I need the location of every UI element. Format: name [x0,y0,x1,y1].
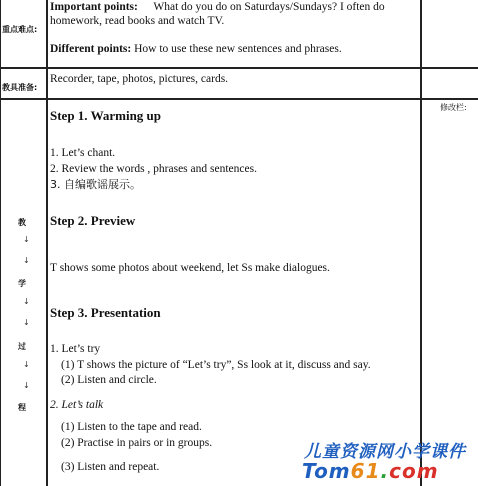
watermark-part-2: 61 [350,459,381,483]
row-divider-2 [0,98,478,100]
return-mark: ↓ [23,318,30,327]
step2-title: Step 2. Preview [50,213,136,228]
process-label-char-1: 教 [18,218,26,227]
important-points-label: Important points: [50,1,138,13]
step3-item-2-sub-2: (2) Practise in pairs or in groups. [61,437,213,449]
watermark-part-1: Tom [302,459,351,483]
process-label-char-3: 过 [18,342,26,351]
table-divider-label [46,0,48,486]
step3-item-2: 2. Let’s talk [50,399,104,411]
site-watermark-logo [282,437,478,486]
step2-text: T shows some photos about weekend, let Ss make dialogues. [50,262,330,274]
watermark-domain [302,459,439,483]
return-mark: ↓ [23,297,30,306]
table-divider-revision [420,0,422,486]
process-label-char-4: 程 [18,403,26,412]
process-label-char-2: 学 [18,279,26,288]
row-divider-1 [0,67,478,69]
important-points [50,0,385,15]
return-mark: ↓ [23,381,30,390]
watermark-part-4: com [389,459,439,483]
step3-item-2-sub-3: (3) Listen and repeat. [61,461,160,473]
watermark-chinese-text: 儿童资源网小学课件 [304,442,466,462]
revision-column-label: 修改栏: [440,103,467,112]
important-points-text-2: homework, read books and watch TV. [50,15,225,27]
step1-item-3: 3. 自编歌谣展示。 [50,178,141,191]
step3-item-1: 1. Let’s try [50,343,101,355]
step3-item-1-sub-2: (2) Listen and circle. [61,374,157,386]
different-points-label: Different points: [50,43,132,55]
different-points [50,42,342,57]
prep-text: Recorder, tape, photos, pictures, cards. [50,73,229,85]
step1-item-1: 1. Let’s chant. [50,147,116,159]
prep-label: 教具准备: [2,83,38,92]
different-points-text: How to use these new sentences and phrases. [134,43,342,55]
important-points-text-1: What do you do on Saturdays/Sundays? I often do [153,1,385,13]
return-mark: ↓ [23,360,30,369]
return-mark: ↓ [23,235,30,244]
return-mark: ↓ [23,256,30,265]
step3-item-1-sub-1: (1) T shows the picture of “Let’s try”, Ss look at it, discuss and say. [61,359,371,371]
step1-item-2: 2. Review the words , phrases and sentences. [50,163,257,175]
step1-title: Step 1. Warming up [50,108,162,123]
table-border-left [0,0,1,486]
key-points-label: 重点难点: [2,25,38,34]
step3-item-2-sub-1: (1) Listen to the tape and read. [61,421,202,433]
watermark-part-3: . [380,459,390,483]
step3-title: Step 3. Presentation [50,305,161,320]
